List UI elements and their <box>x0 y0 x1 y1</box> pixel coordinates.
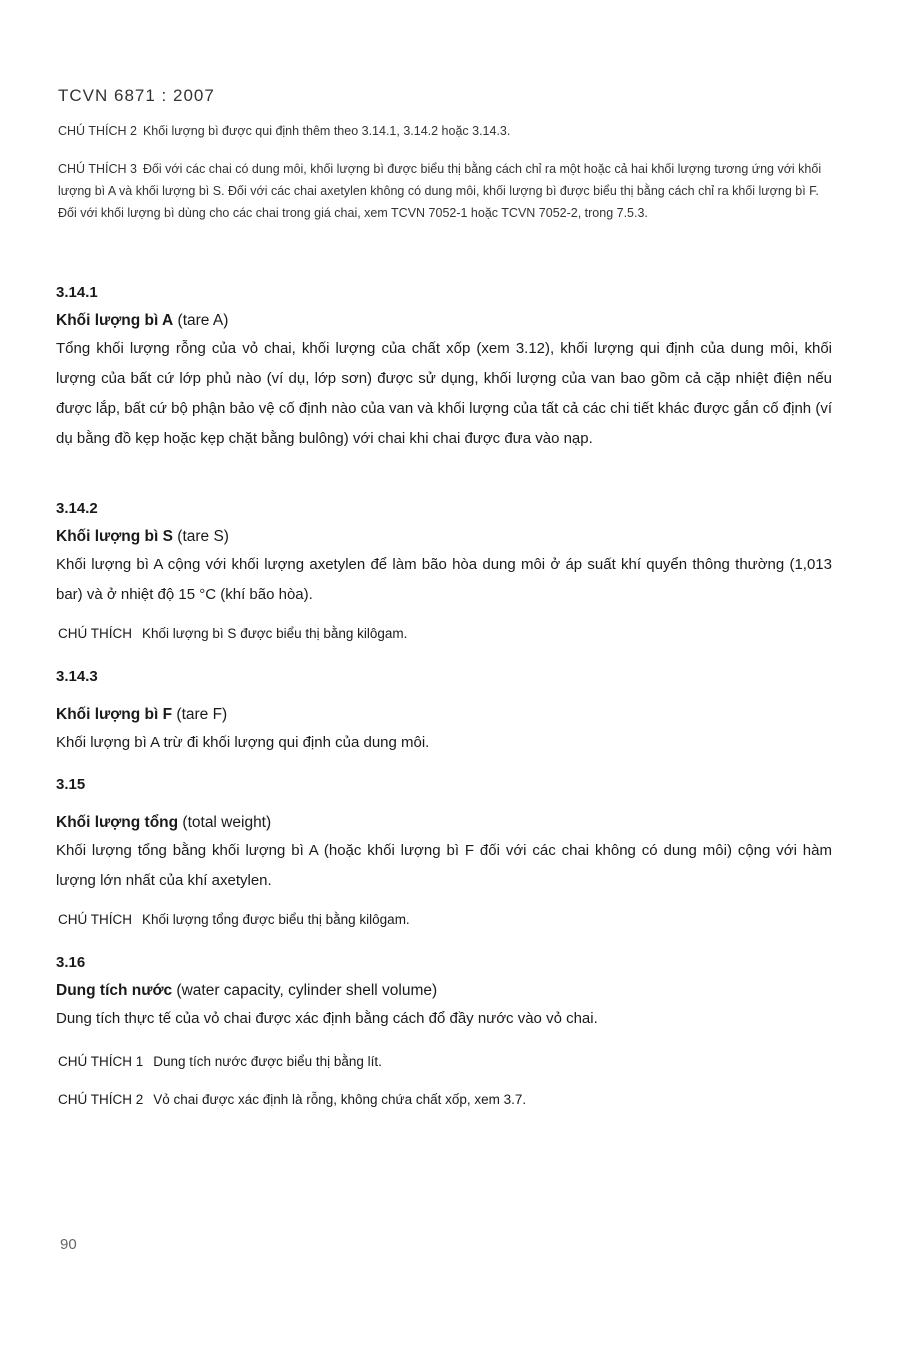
term-en: (tare A) <box>177 312 229 329</box>
term-vi: Khối lượng bì A <box>56 312 174 329</box>
note-label: CHÚ THÍCH 2 <box>58 124 137 138</box>
note-text: Dung tích nước được biểu thị bằng lít. <box>153 1054 382 1069</box>
note-1 <box>58 1054 382 1069</box>
definition-text: Dung tích thực tế của vỏ chai được xác định bằng cách đổ đầy nước vào vỏ chai. <box>56 1010 598 1027</box>
term-heading <box>56 528 229 546</box>
section-number: 3.15 <box>56 776 86 793</box>
section-number: 3.16 <box>56 954 86 971</box>
note-label: CHÚ THÍCH <box>58 626 132 641</box>
note-text: Khối lượng bì S được biểu thị bằng kilôgam. <box>142 626 408 641</box>
note-2 <box>58 1092 526 1107</box>
definition-text: Khối lượng tổng bằng khối lượng bì A (hoặc khối lượng bì F đối với các chai không có dung môi) cộng với hàm lượng lớn nhất của khí axetylen. <box>56 842 832 889</box>
note-label: CHÚ THÍCH 2 <box>58 1092 144 1107</box>
definition-text: Khối lượng bì A trừ đi khối lượng qui định của dung môi. <box>56 734 430 751</box>
term-heading <box>56 982 437 1000</box>
intro-note-3 <box>58 158 828 224</box>
term-vi: Khối lượng bì F <box>56 706 173 723</box>
term-en: (water capacity, cylinder shell volume) <box>176 982 438 999</box>
term-en: (tare F) <box>176 706 228 723</box>
standard-header: TCVN 6871 : 2007 <box>58 86 215 105</box>
note-text: Đối với các chai có dung môi, khối lượng bì được biểu thị bằng cách chỉ ra một hoặc cả hai khối lượng tương ứng với khối lượng bì A và khối lượng bì S. Đối với các chai axetylen không có dung môi, khối lượng bì được biểu thị bằng cách chỉ ra khối lượng bì F. Đối với khối lượng bì dùng cho các chai trong giá chai, xem TCVN 7052-1 hoặc TCVN 7052-2, trong 7.5.3. <box>58 162 822 220</box>
note-text: Khối lượng tổng được biểu thị bằng kilôgam. <box>142 912 410 927</box>
term-vi: Khối lượng tổng <box>56 814 179 831</box>
definition-text: Khối lượng bì A cộng với khối lượng axetylen để làm bão hòa dung môi ở áp suất khí quyển thông thường (1,013 bar) và ở nhiệt độ 15 °C (khí bão hòa). <box>56 556 832 603</box>
term-heading <box>56 706 227 724</box>
section-number: 3.14.3 <box>56 668 98 685</box>
note <box>58 626 407 641</box>
page-number: 90 <box>60 1236 77 1253</box>
definition-text: Tổng khối lượng rỗng của vỏ chai, khối lượng của chất xốp (xem 3.12), khối lượng qui định của dung môi, khối lượng của bất cứ lớp phủ nào (ví dụ, lớp sơn) được sử dụng, khối lượng của van bao gồm cả cặp nhiệt điện nếu được lắp, bất cứ bộ phận bảo vệ cố định nào của van và khối lượng của tất cả các chi tiết khác được gắn cố định (ví dụ bằng đồ kẹp hoặc kẹp chặt bằng bulông) với chai khi chai được đưa vào nạp. <box>56 340 832 447</box>
term-en: (tare S) <box>177 528 229 545</box>
note-text: Khối lượng bì được qui định thêm theo 3.14.1, 3.14.2 hoặc 3.14.3. <box>142 124 511 138</box>
section-number: 3.14.1 <box>56 284 98 301</box>
intro-note-2 <box>58 120 828 142</box>
note-label: CHÚ THÍCH <box>58 912 132 927</box>
section-number: 3.14.2 <box>56 500 98 517</box>
term-en: (total weight) <box>182 814 272 831</box>
term-heading <box>56 814 271 832</box>
note-label: CHÚ THÍCH 1 <box>58 1054 144 1069</box>
term-vi: Dung tích nước <box>56 982 173 999</box>
note-label: CHÚ THÍCH 3 <box>58 162 137 176</box>
note <box>58 912 410 927</box>
term-vi: Khối lượng bì S <box>56 528 173 545</box>
term-heading <box>56 312 228 330</box>
note-text: Vỏ chai được xác định là rỗng, không chứa chất xốp, xem 3.7. <box>153 1092 527 1107</box>
